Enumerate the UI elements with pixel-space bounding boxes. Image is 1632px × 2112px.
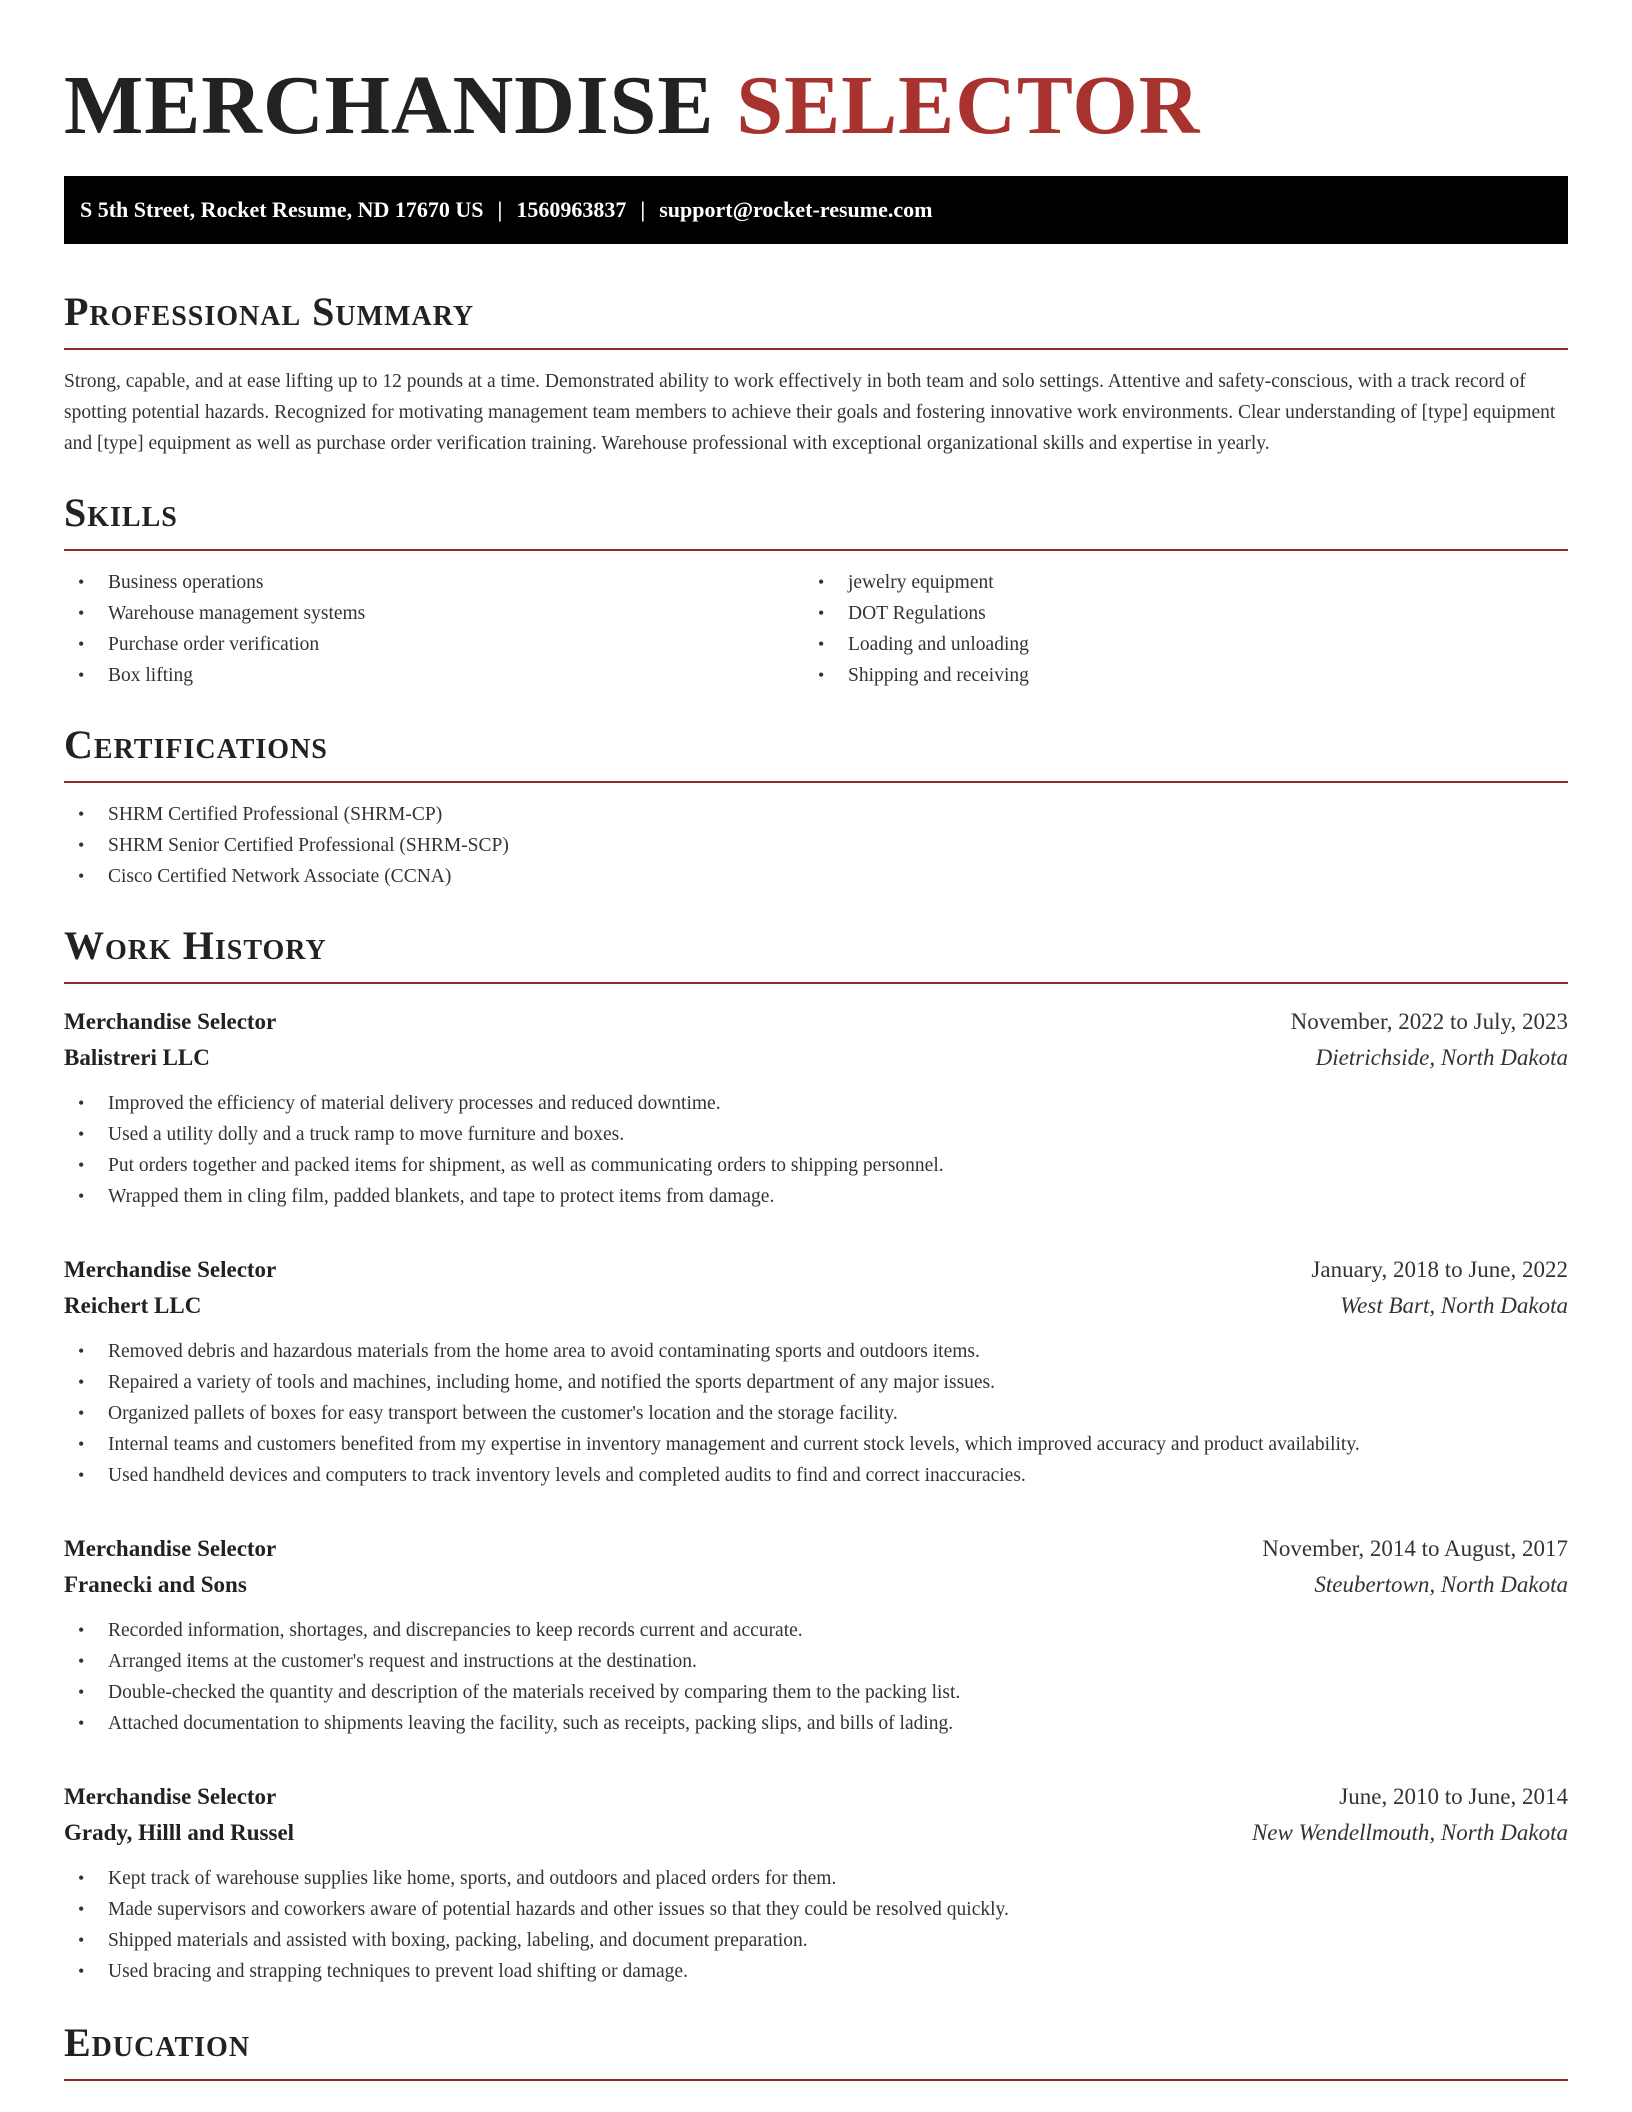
job-company: Reichert LLC	[64, 1293, 202, 1318]
job-duties	[64, 1336, 1568, 1491]
job-title: Merchandise Selector	[64, 1009, 277, 1034]
job-entry	[64, 1779, 1568, 1987]
job-dates: June, 2010 to June, 2014	[1339, 1784, 1568, 1809]
job-duties	[64, 1863, 1568, 1987]
job-title: Merchandise Selector	[64, 1784, 277, 1809]
skill-item: • Warehouse management systems	[64, 598, 804, 629]
job-dates: November, 2014 to August, 2017	[1262, 1536, 1568, 1561]
skills-columns	[64, 567, 1568, 691]
certification-item: • SHRM Certified Professional (SHRM-CP)	[64, 799, 1568, 830]
summary-section	[64, 288, 1568, 459]
job-dates: January, 2018 to June, 2022	[1311, 1257, 1568, 1282]
summary-text: Strong, capable, and at ease lifting up to 12 pounds at a time. Demonstrated ability to work effectively in both team and solo settings. Attentive and safety-conscious, with a track record of spotting potential hazards. Recognized for motivating management team members to achieve their goals and fostering innovative work environments. Clear understanding of [type] equipment and [type] equipment as well as purchase order verification training. Warehouse professional with exceptional organizational skills and expertise in yearly.	[64, 371, 1556, 454]
contact-separator: |	[640, 197, 646, 222]
job-entry	[64, 1004, 1568, 1212]
job-duty: • Kept track of warehouse supplies like home, sports, and outdoors and placed orders for them.	[64, 1863, 1568, 1894]
job-duty: • Made supervisors and coworkers aware of potential hazards and other issues so that they could be resolved quickly.	[64, 1894, 1568, 1925]
job-duty: • Double-checked the quantity and description of the materials received by comparing them to the packing list.	[64, 1677, 1568, 1708]
certification-item: • Cisco Certified Network Associate (CCNA)	[64, 861, 1568, 892]
resume-name	[64, 56, 1568, 156]
work-history-section	[64, 922, 1568, 1987]
skill-item: • Business operations	[64, 567, 804, 598]
job-duties	[64, 1615, 1568, 1739]
skills-list-right	[804, 567, 1544, 691]
education-section	[64, 2019, 1568, 2081]
work-history-heading: Work History	[64, 922, 1568, 984]
skills-list-left	[64, 567, 804, 691]
contact-bar	[64, 176, 1568, 244]
job-location: Steubertown, North Dakota	[1314, 1572, 1568, 1597]
job-duty: • Organized pallets of boxes for easy transport between the customer's location and the storage facility.	[64, 1398, 1568, 1429]
contact-phone: 1560963837	[516, 197, 627, 222]
skill-item: • Shipping and receiving	[804, 660, 1544, 691]
skill-item: • jewelry equipment	[804, 567, 1544, 598]
certification-item: • SHRM Senior Certified Professional (SHRM-SCP)	[64, 830, 1568, 861]
job-duty: • Shipped materials and assisted with boxing, packing, labeling, and document preparation.	[64, 1925, 1568, 1956]
name-first: MERCHANDISE	[64, 59, 715, 152]
job-dates: November, 2022 to July, 2023	[1290, 1009, 1568, 1034]
job-duty: • Improved the efficiency of material delivery processes and reduced downtime.	[64, 1088, 1568, 1119]
job-company: Balistreri LLC	[64, 1045, 210, 1070]
certifications-heading: Certifications	[64, 721, 1568, 783]
job-duty: • Internal teams and customers benefited from my expertise in inventory management and current stock levels, which improved accuracy and product availability.	[64, 1429, 1568, 1460]
job-duty: • Recorded information, shortages, and discrepancies to keep records current and accurate.	[64, 1615, 1568, 1646]
certifications-list	[64, 799, 1568, 892]
education-heading: Education	[64, 2019, 1568, 2081]
certifications-section	[64, 721, 1568, 892]
job-location: New Wendellmouth, North Dakota	[1251, 1820, 1568, 1845]
name-second: SELECTOR	[736, 59, 1201, 152]
job-duty: • Put orders together and packed items for shipment, as well as communicating orders to shipping personnel.	[64, 1150, 1568, 1181]
summary-heading: Professional Summary	[64, 288, 1568, 350]
job-duty: • Used a utility dolly and a truck ramp to move furniture and boxes.	[64, 1119, 1568, 1150]
job-location: Dietrichside, North Dakota	[1315, 1045, 1568, 1070]
job-title: Merchandise Selector	[64, 1536, 277, 1561]
job-entry	[64, 1531, 1568, 1739]
contact-separator: |	[497, 197, 503, 222]
job-title: Merchandise Selector	[64, 1257, 277, 1282]
skill-item: • Loading and unloading	[804, 629, 1544, 660]
job-company: Franecki and Sons	[64, 1572, 247, 1597]
job-company: Grady, Hilll and Russel	[64, 1820, 295, 1845]
job-location: West Bart, North Dakota	[1340, 1293, 1568, 1318]
skills-heading: Skills	[64, 489, 1568, 551]
skill-item: • Box lifting	[64, 660, 804, 691]
job-duty: • Arranged items at the customer's request and instructions at the destination.	[64, 1646, 1568, 1677]
job-duty: • Used bracing and strapping techniques to prevent load shifting or damage.	[64, 1956, 1568, 1987]
job-duty: • Attached documentation to shipments leaving the facility, such as receipts, packing slips, and bills of lading.	[64, 1708, 1568, 1739]
job-duties	[64, 1088, 1568, 1212]
skill-item: • Purchase order verification	[64, 629, 804, 660]
job-duty: • Used handheld devices and computers to track inventory levels and completed audits to find and correct inaccuracies.	[64, 1460, 1568, 1491]
job-duty: • Repaired a variety of tools and machines, including home, and notified the sports department of any major issues.	[64, 1367, 1568, 1398]
skill-item: • DOT Regulations	[804, 598, 1544, 629]
job-entry	[64, 1252, 1568, 1491]
skills-section	[64, 489, 1568, 691]
contact-address: S 5th Street, Rocket Resume, ND 17670 US	[80, 197, 484, 222]
job-duty: • Wrapped them in cling film, padded blankets, and tape to protect items from damage.	[64, 1181, 1568, 1212]
job-duty: • Removed debris and hazardous materials from the home area to avoid contaminating sports and outdoors items.	[64, 1336, 1568, 1367]
contact-email: support@rocket-resume.com	[659, 197, 933, 222]
resume-page	[64, 0, 1568, 2081]
